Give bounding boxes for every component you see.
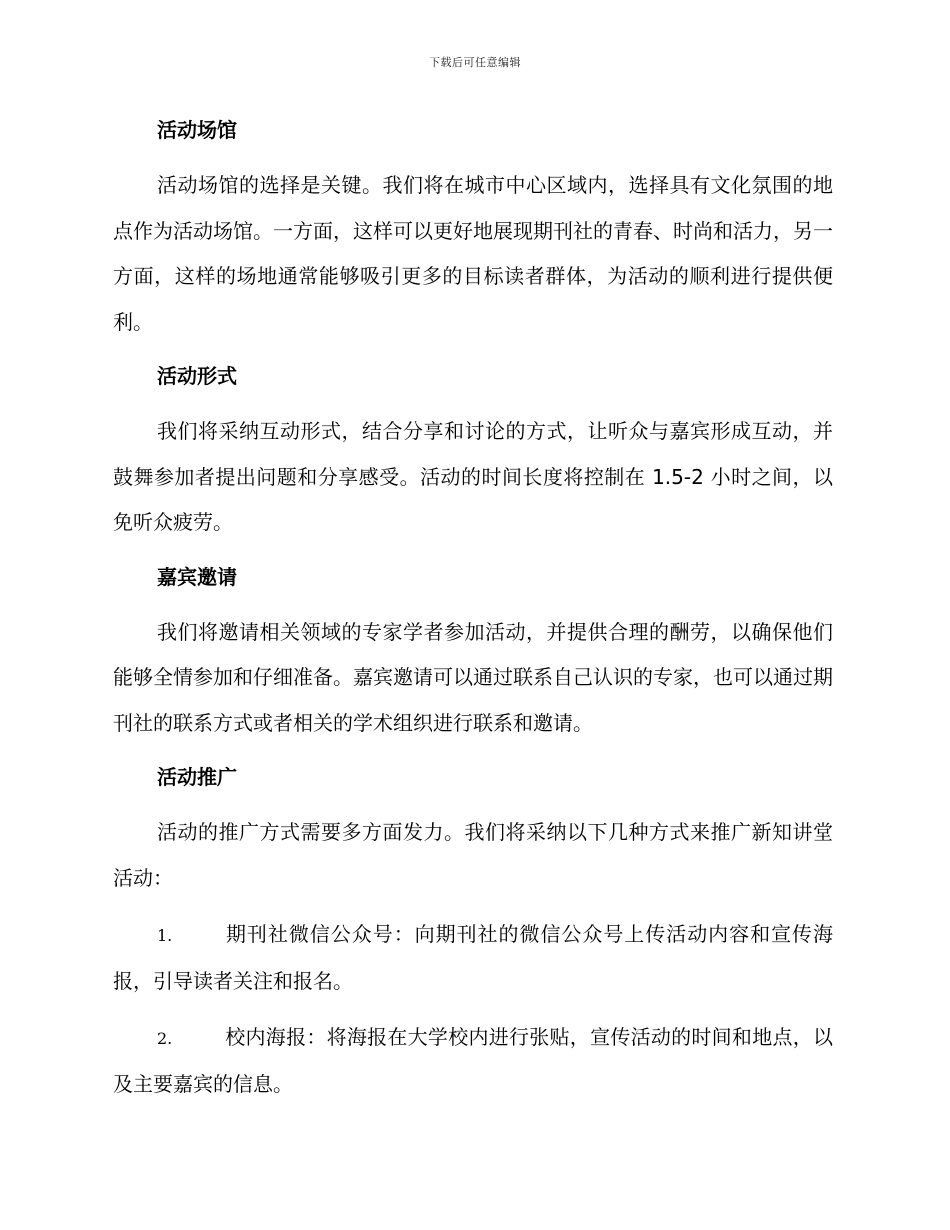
section-heading: 活动推广 [157,765,237,789]
list-number: 2. [157,1029,173,1048]
paragraph: 活动场馆的选择是关键。我们将在城市中心区域内，选择具有文化氛围的地点作为活动场馆。一方面，这样可以更好地展现期刊社的青春、时尚和活力，另一方面，这样的场地通常能够吸引更多的目标读者群体，为活动的顺利进行提供便利。 [113,173,833,334]
list-item [113,1015,833,1107]
section-venue [113,110,833,345]
list-text: 校内海报：将海报在大学校内进行张贴，宣传活动的时间和地点，以及主要嘉宾的信息。 [113,1025,833,1096]
list-item [113,912,833,1004]
header-note: 下载后可任意编辑 [429,56,521,69]
section-heading: 活动场馆 [157,118,237,142]
section-guests [113,557,833,747]
document-body [113,110,833,1107]
list-number: 1. [157,926,173,945]
section-heading: 活动形式 [157,364,237,388]
paragraph: 活动的推广方式需要多方面发力。我们将采纳以下几种方式来推广新知讲堂活动： [113,820,833,890]
list-text: 期刊社微信公众号：向期刊社的微信公众号上传活动内容和宣传海报，引导读者关注和报名。 [113,922,833,993]
section-heading: 嘉宾邀请 [157,564,237,589]
section-format [113,356,833,546]
paragraph: 我们将采纳互动形式，结合分享和讨论的方式，让听众与嘉宾形成互动，并鼓舞参加者提出问题和分享感受。活动的时间长度将控制在 1.5-2 小时之间，以免听众疲劳。 [113,419,833,534]
section-promotion [113,757,833,1107]
paragraph: 我们将邀请相关领域的专家学者参加活动，并提供合理的酬劳，以确保他们能够全情参加和仔细准备。嘉宾邀请可以通过联系自己认识的专家，也可以通过期刊社的联系方式或者相关的学术组织进行联系和邀请。 [113,619,833,735]
